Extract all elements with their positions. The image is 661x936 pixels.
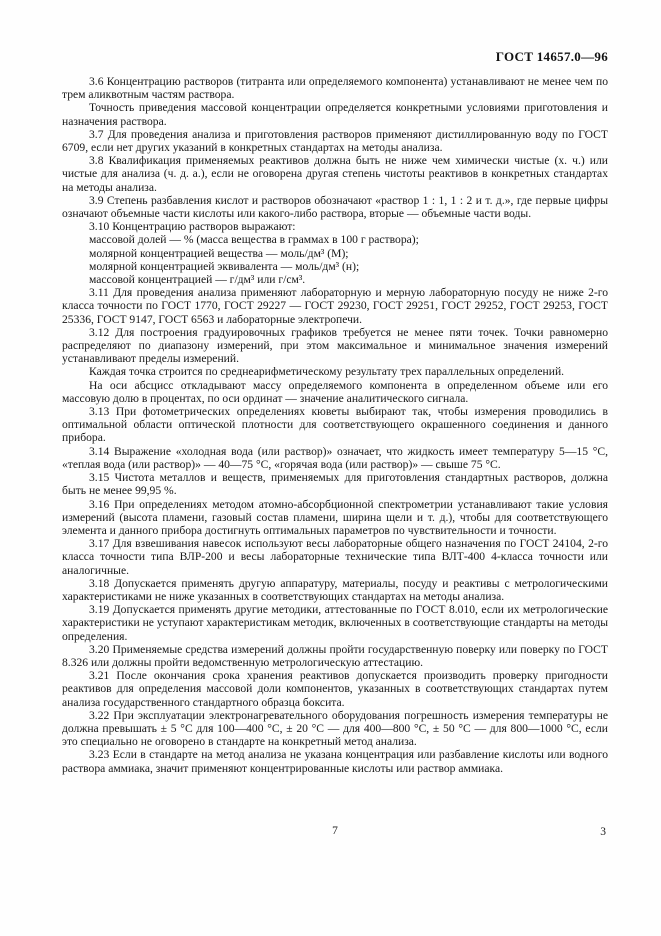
footer-sheet-number: 7 (332, 825, 338, 837)
clause-3-6-note: Точность приведения массовой концентрации определяется конкретными условиями приготовления и назначения раствора. (62, 101, 608, 128)
clause-3-8: 3.8 Квалификация применяемых реактивов должна быть не ниже чем химически чистые (х. ч.) или чистые для анализа (ч. д. а.), если не оговорена другая степень чистоты реактивов в конкретных стандартах на методы анализа. (62, 154, 608, 194)
clause-3-23: 3.23 Если в стандарте на метод анализа не указана концентрация или разбавление кислоты или водного раствора аммиака, значит применяют концентрированные кислоты или раствор аммиака. (62, 748, 608, 775)
clause-3-10-item-molar-equivalent: молярной концентрацией эквивалента — моль/дм³ (н); (89, 259, 360, 273)
clause-3-13: 3.13 При фотометрических определениях кюветы выбирают так, чтобы измерения проводились в оптимальной области оптической плотности для соответствующего окрашенного соединения и данного прибора. (62, 405, 608, 445)
clause-3-20: 3.20 Применяемые средства измерений должны пройти государственную поверку или поверку по ГОСТ 8.326 или должны пройти ведомственную метрологическую аттестацию. (62, 642, 608, 669)
clause-3-17: 3.17 Для взвешивания навесок используют весы лабораторные общего назначения по ГОСТ 24104, 2-го класса точности типа ВЛР-200 и весы лабораторные технические типа ВЛТ-400 4-класса точности или аналогичные. (62, 537, 608, 577)
clause-3-9: 3.9 Степень разбавления кислот и растворов обозначают «раствор 1 : 1, 1 : 2 и т. д.», где первые цифры означают объемные части кислоты или какого-либо раствора, вторые — объемные части воды. (62, 193, 608, 221)
clause-3-12-note-1: Каждая точка строится по среднеарифметическому результату трех параллельных определений. (89, 365, 565, 379)
clause-3-10-item-molar-substance: молярной концентрацией вещества — моль/дм³ (М); (89, 246, 349, 260)
clause-3-12: 3.12 Для построения градуировочных графиков требуется не менее пяти точек. Точки равномерно распределяют по диапазону измерений, при этом максимальное и минимальное значения измерений устанавливают пределы измерений. (62, 325, 608, 366)
clause-3-22: 3.22 При эксплуатации электронагревательного оборудования погрешность измерения температуры не должна превышать ± 5 °С для 100—400 °С, ± 20 °С — для 400—800 °С, ± 50 °С — для 800—1000 °С, если это специально не оговорено в стандарте на конкретный метод анализа. (62, 708, 608, 749)
clause-3-19: 3.19 Допускается применять другие методики, аттестованные по ГОСТ 8.010, если их метрологические характеристики не уступают характеристикам методик, включенных в соответствующие стандарты на методы определения. (62, 603, 609, 643)
document-body (62, 75, 608, 775)
clause-3-10-item-mass-fraction: массовой долей — % (масса вещества в граммах в 100 г раствора); (89, 233, 419, 247)
clause-3-15: 3.15 Чистота металлов и веществ, применяемых для приготовления стандартных растворов, должна быть не менее 99,95 %. (62, 471, 608, 498)
standard-number: ГОСТ 14657.0—96 (495, 49, 608, 64)
document-header (62, 49, 608, 65)
clause-3-18: 3.18 Допускается применять другую аппаратуру, материалы, посуду и реактивы с метрологическими характеристиками не ниже указанных в соответствующих стандартах на методы анализа. (62, 576, 608, 603)
clause-3-21: 3.21 После окончания срока хранения реактивов допускается производить проверку пригодности реактивов для определения массовой доли компонентов, указанных в соответствующих стандартах путем анализа государственного стандартного образца боксита. (62, 669, 608, 709)
clause-3-14: 3.14 Выражение «холодная вода (или раствор)» означает, что жидкость имеет температуру 5—15 °С, «теплая вода (или раствор)» — 40—75 °С, «горячая вода (или раствор)» — свыше 75 °С. (62, 444, 608, 471)
clause-3-11: 3.11 Для проведения анализа применяют лабораторную и мерную лабораторную посуду не ниже 2-го класса точности по ГОСТ 1770, ГОСТ 29227 — ГОСТ 29230, ГОСТ 29251, ГОСТ 29252, ГОСТ 29253, ГОСТ 25336, ГОСТ 9147, ГОСТ 6563 и лабораторные электропечи. (62, 286, 608, 326)
clause-3-10-item-mass-concentration: массовой концентрацией — г/дм³ или г/см³. (89, 273, 306, 287)
clause-3-10: 3.10 Концентрацию растворов выражают: (89, 220, 296, 234)
document-footer (62, 825, 608, 841)
clause-3-12-note-2: На оси абсцисс откладывают массу определяемого компонента в определенном объеме или его массовую долю в процентах, по оси ординат — значение аналитического сигнала. (62, 378, 608, 405)
footer-page-number: 3 (600, 826, 606, 838)
clause-3-16: 3.16 При определениях методом атомно-абсорбционной спектрометрии устанавливают такие условия измерений (высота пламени, газовый состав пламени, ширина щели и т. д.), чтобы для соответствующего элемента и данного прибора достигнуть оптимальных параметров по чувствительности и точности. (62, 497, 608, 537)
clause-3-6: 3.6 Концентрацию растворов (титранта или определяемого компонента) устанавливают не менее чем по трем аликвотным частям раствора. (62, 75, 608, 102)
clause-3-7: 3.7 Для проведения анализа и приготовления растворов применяют дистиллированную воду по ГОСТ 6709, если нет других указаний в конкретных стандартах на методы анализа. (62, 127, 608, 155)
